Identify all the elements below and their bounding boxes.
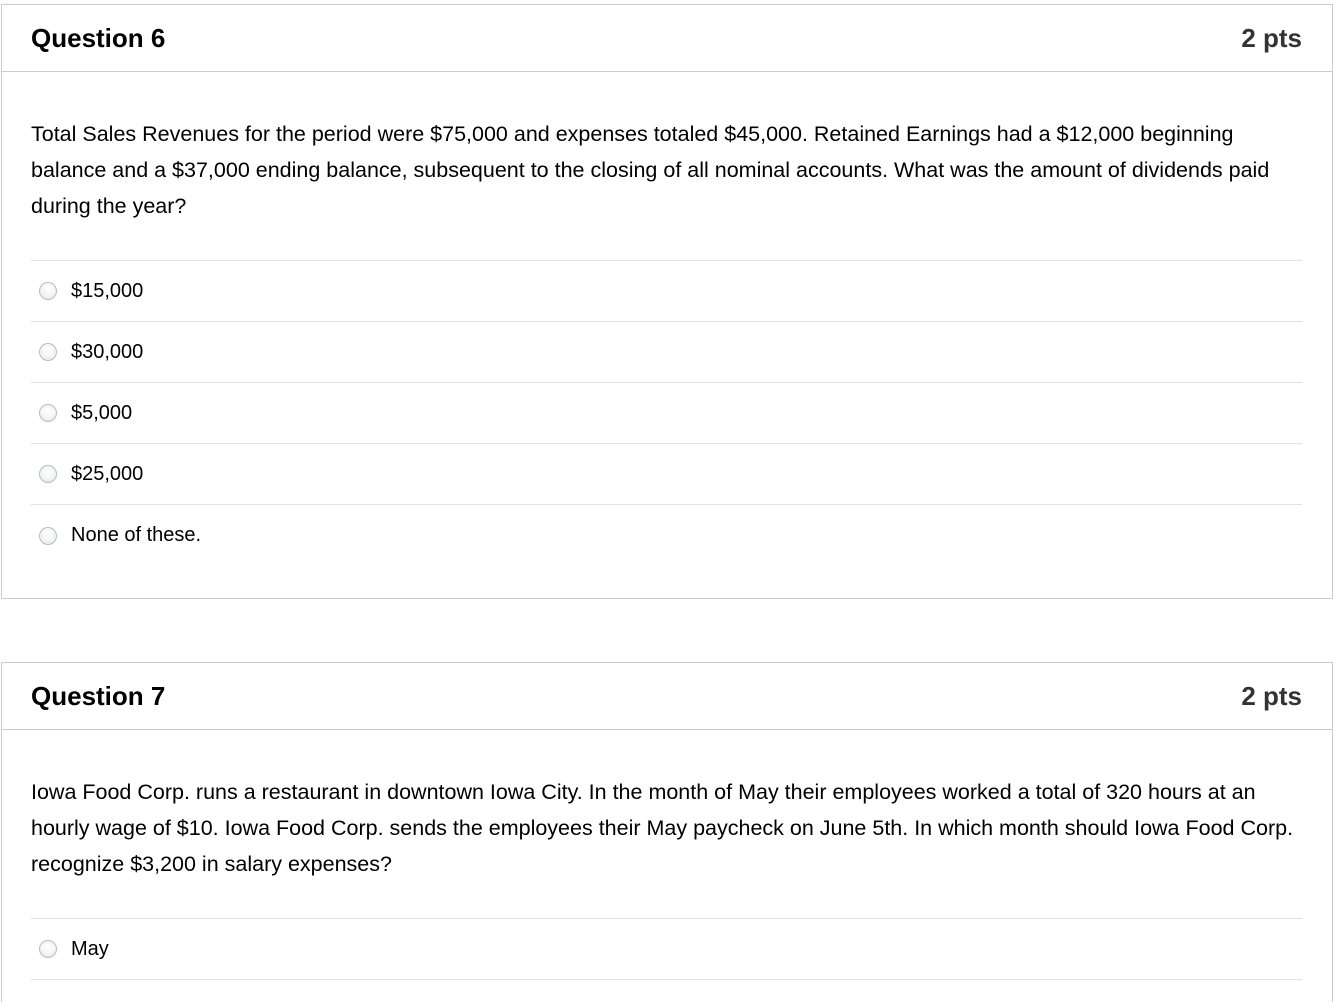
question-7-points: 2 pts — [1241, 680, 1302, 711]
answer-label[interactable]: $30,000 — [71, 340, 144, 363]
question-7-text: Iowa Food Corp. runs a restaurant in downtown Iowa City. In the month of May their employees worked a total of 320 hours at an hourly wage of $10. Iowa Food Corp. sends the employees their May paycheck on June 5th. In which month should Iowa Food Corp. recognize $3,200 in salary expenses? — [31, 780, 1294, 876]
question-6-answers — [31, 260, 1302, 566]
answer-option[interactable] — [31, 919, 1302, 980]
answer-option[interactable] — [31, 383, 1302, 444]
answer-label[interactable]: $5,000 — [71, 401, 133, 424]
answer-option[interactable] — [31, 261, 1302, 322]
question-7-body — [2, 730, 1332, 980]
question-7-answers — [31, 918, 1302, 980]
answer-option[interactable] — [31, 444, 1302, 505]
question-7-header — [2, 663, 1332, 730]
radio-button[interactable] — [39, 465, 57, 483]
radio-button[interactable] — [39, 282, 57, 300]
question-6-card — [1, 4, 1333, 599]
answer-label[interactable]: None of these. — [71, 524, 202, 546]
radio-button[interactable] — [39, 940, 57, 958]
question-7-card — [1, 662, 1333, 1002]
question-6-text: Total Sales Revenues for the period were $75,000 and expenses totaled $45,000. Retained Earnings had a $12,000 beginning balance and a $37,000 ending balance, subsequent to the closing of all nominal accounts. What was the amount of dividends paid during the year? — [31, 122, 1270, 218]
radio-button[interactable] — [39, 404, 57, 422]
answer-label[interactable]: $15,000 — [71, 279, 144, 302]
question-6-header — [2, 5, 1332, 72]
answer-label[interactable]: $25,000 — [71, 462, 144, 485]
question-6-title: Question 6 — [31, 22, 166, 53]
question-6-body — [2, 72, 1332, 566]
answer-option[interactable] — [31, 322, 1302, 383]
question-6-points: 2 pts — [1241, 22, 1302, 53]
radio-button[interactable] — [39, 527, 57, 545]
answer-option[interactable] — [31, 505, 1302, 566]
radio-button[interactable] — [39, 343, 57, 361]
question-7-title: Question 7 — [31, 680, 166, 711]
answer-label[interactable]: May — [71, 937, 109, 960]
